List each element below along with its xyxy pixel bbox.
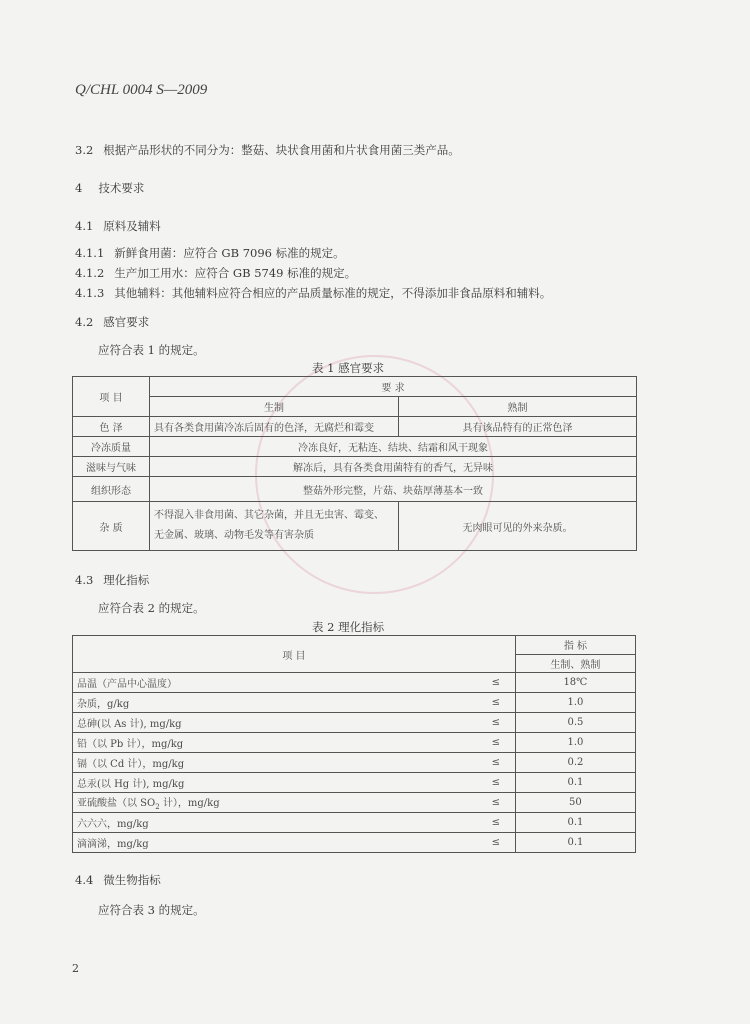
row-item-name: 总汞(以 Hg 计), mg/kg: [73, 773, 477, 793]
paragraph-4-3-text: 应符合表 2 的规定。: [98, 601, 205, 615]
row-operator: ≤: [477, 693, 516, 713]
table-row: [73, 753, 636, 773]
row-item: 色 泽: [73, 417, 150, 437]
page-number: 2: [72, 962, 79, 975]
row-operator: ≤: [477, 813, 516, 833]
row-item-name: 总砷(以 As 计), mg/kg: [73, 713, 477, 733]
row-value: 0.1: [515, 833, 635, 853]
table-1-caption: 表 1 感官要求: [312, 361, 385, 375]
row-operator: ≤: [477, 773, 516, 793]
row-value: 0.2: [515, 753, 635, 773]
section-title: 微生物指标: [103, 873, 161, 887]
raw-line-2: 无金属、玻璃、动物毛发等有害杂质: [154, 530, 314, 541]
section-title: 技术要求: [98, 181, 145, 195]
table-row: [73, 773, 636, 793]
paragraph-4-1-3: [75, 285, 551, 301]
section-number: 4.2: [75, 315, 94, 329]
row-item: 滋味与气味: [73, 457, 150, 477]
row-item-name: 六六六，mg/kg: [73, 813, 477, 833]
row-shared-value: 冷冻良好，无粘连、结块、结霜和风干现象: [150, 437, 637, 457]
name-suffix: 计），mg/kg: [159, 798, 220, 809]
row-item-name: 镉（以 Cd 计），mg/kg: [73, 753, 477, 773]
section-number: 3.2: [75, 143, 94, 157]
paragraph-4-2-text: 应符合表 1 的规定。: [98, 343, 205, 357]
section-4-4-heading: [75, 872, 161, 888]
table-header-index: 指 标: [515, 636, 635, 655]
row-item-name: 杂质，g/kg: [73, 693, 477, 713]
row-cooked-value: 无肉眼可见的外来杂质。: [399, 502, 637, 551]
paragraph-text: 生产加工用水：应符合 GB 5749 标准的规定。: [114, 266, 357, 280]
row-item-name: 滴滴涕，mg/kg: [73, 833, 477, 853]
sensory-requirements-table: [72, 376, 637, 551]
row-shared-value: 解冻后，具有各类食用菌特有的香气，无异味: [150, 457, 637, 477]
row-item: 组织形态: [73, 477, 150, 502]
section-title: 理化指标: [103, 573, 150, 587]
standard-code: Q/CHL 0004 S—2009: [75, 82, 208, 98]
raw-line-1: 不得混入非食用菌、其它杂菌，并且无虫害、霉变、: [154, 510, 384, 521]
paragraph-4-1-1: [75, 245, 345, 261]
section-title: 感官要求: [103, 315, 150, 329]
row-item-name: 品温（产品中心温度）: [73, 673, 477, 693]
table-row: [73, 477, 637, 502]
table-row: [73, 457, 637, 477]
row-value: 0.1: [515, 773, 635, 793]
row-operator: ≤: [477, 753, 516, 773]
name-prefix: 亚硫酸盐（以 SO: [77, 798, 156, 809]
section-number: 4: [75, 181, 83, 195]
row-operator: ≤: [477, 793, 516, 813]
table-2-caption: 表 2 理化指标: [312, 620, 385, 634]
section-number: 4.1.1: [75, 246, 105, 260]
section-4-heading: [75, 180, 144, 196]
section-4-3-heading: [75, 572, 149, 588]
row-operator: ≤: [477, 733, 516, 753]
paragraph-text: 新鲜食用菌：应符合 GB 7096 标准的规定。: [114, 246, 345, 260]
row-item: 杂 质: [73, 502, 150, 551]
row-item-name: 铅（以 Pb 计），mg/kg: [73, 733, 477, 753]
paragraph-3-2: [75, 142, 460, 158]
row-shared-value: 整菇外形完整，片菇、块菇厚薄基本一致: [150, 477, 637, 502]
paragraph-text: 根据产品形状的不同分为：整菇、块状食用菌和片状食用菌三类产品。: [103, 143, 460, 157]
paragraph-4-4-text: 应符合表 3 的规定。: [98, 903, 205, 917]
table-row: [73, 833, 636, 853]
name-subscript: 2: [155, 803, 160, 811]
table-row: [73, 437, 637, 457]
table-header-raw-cooked: 生制、熟制: [515, 654, 635, 673]
table-row: [73, 813, 636, 833]
row-value: 50: [515, 793, 635, 813]
row-operator: ≤: [477, 673, 516, 693]
physicochemical-index-table: [72, 635, 636, 853]
row-value: 0.5: [515, 713, 635, 733]
row-value: 1.0: [515, 733, 635, 753]
paragraph-text: 其他辅料：其他辅料应符合相应的产品质量标准的规定，不得添加非食品原料和辅料。: [114, 286, 552, 300]
row-value: 0.1: [515, 813, 635, 833]
section-4-1-heading: [75, 218, 161, 234]
section-number: 4.4: [75, 873, 94, 887]
section-4-2-heading: [75, 314, 149, 330]
table-header-raw: 生制: [150, 397, 399, 417]
table-row: [73, 673, 636, 693]
table-row: [73, 713, 636, 733]
table-header-cooked: 熟制: [399, 397, 637, 417]
row-operator: ≤: [477, 713, 516, 733]
row-value: 18℃: [515, 673, 635, 693]
row-operator: ≤: [477, 833, 516, 853]
section-number: 4.1.3: [75, 286, 105, 300]
row-value: 1.0: [515, 693, 635, 713]
paragraph-4-1-2: [75, 265, 356, 281]
table-row: [73, 733, 636, 753]
table-row: [73, 693, 636, 713]
table-header-item: 项 目: [73, 377, 150, 417]
table-row: [73, 793, 636, 813]
section-title: 原料及辅料: [103, 219, 161, 233]
row-item: 冷冻质量: [73, 437, 150, 457]
table-header-item: 项 目: [73, 636, 516, 673]
row-cooked-value: 具有该品特有的正常色泽: [399, 417, 637, 437]
row-item-name: [73, 793, 477, 813]
table-row: [73, 417, 637, 437]
section-number: 4.1: [75, 219, 94, 233]
table-row: [73, 502, 637, 551]
row-raw-value: 具有各类食用菌冷冻后固有的色泽，无腐烂和霉变: [150, 417, 399, 437]
section-number: 4.3: [75, 573, 94, 587]
section-number: 4.1.2: [75, 266, 105, 280]
row-raw-value: [150, 502, 399, 551]
table-header-requirements: 要 求: [150, 377, 637, 397]
